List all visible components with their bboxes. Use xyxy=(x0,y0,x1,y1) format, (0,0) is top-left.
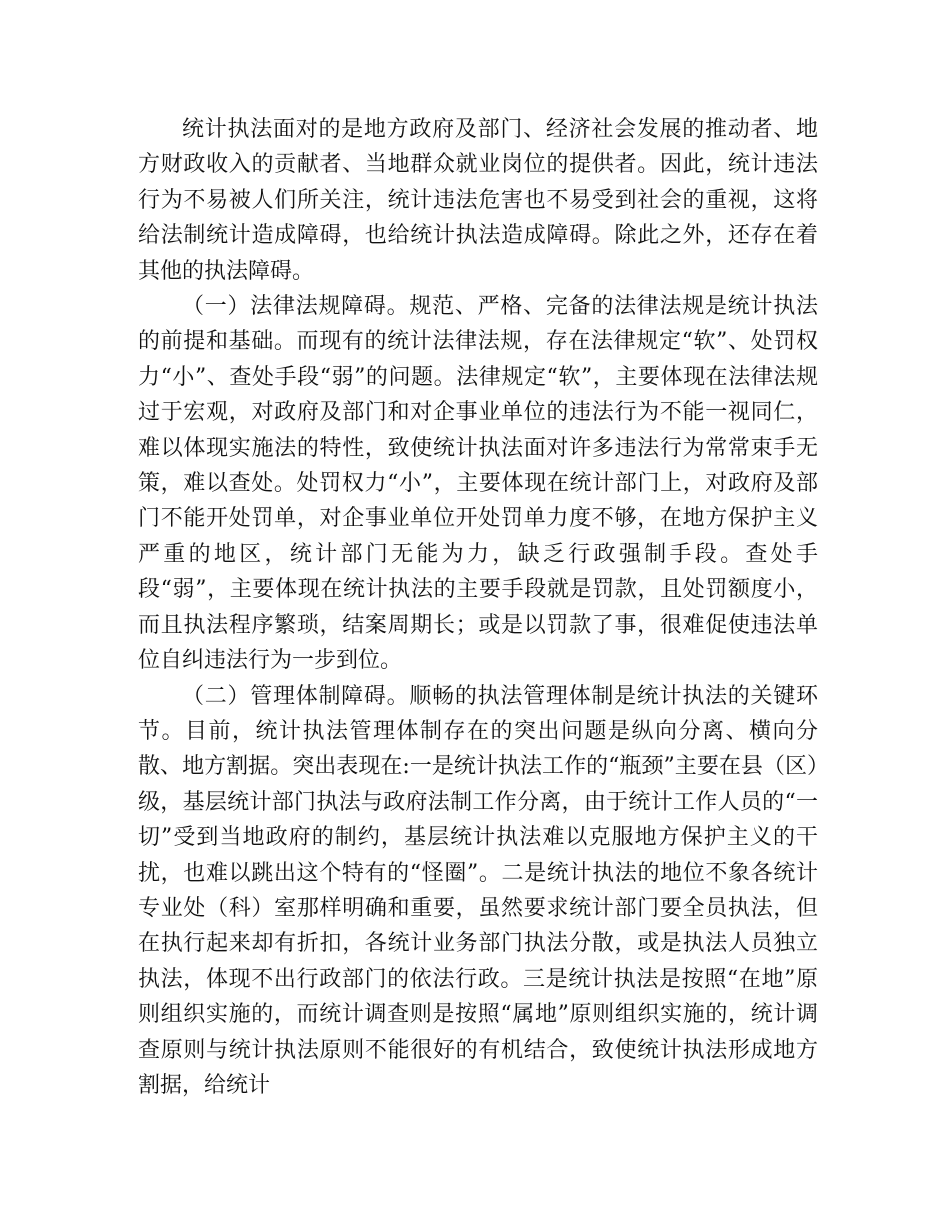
paragraph-legal-barriers: （一）法律法规障碍。规范、严格、完备的法律法规是统计执法的前提和基础。而现有的统计法律法规，存在法律规定“软”、处罚权力“小”、查处手段“弱”的问题。法律规定“软”，主要体现在法律法规过于宏观，对政府及部门和对企事业单位的违法行为不能一视同仁，难以体现实施法的特性，致使统计执法面对许多违法行为常常束手无策，难以查处。处罚权力“小”，主要体现在统计部门上，对政府及部门不能开处罚单，对企事业单位开处罚单力度不够，在地方保护主义严重的地区，统计部门无能为力，缺乏行政强制手段。查处手段“弱”，主要体现在统计执法的主要手段就是罚款，且处罚额度小，而且执法程序繁琐，结案周期长；或是以罚款了事，很难促使违法单位自纠违法行为一步到位。 xyxy=(138,294,818,674)
document-page xyxy=(138,112,818,1103)
paragraph-management-barriers: （二）管理体制障碍。顺畅的执法管理体制是统计执法的关键环节。目前，统计执法管理体制存在的突出问题是纵向分离、横向分散、地方割据。突出表现在:一是统计执法工作的“瓶颈”主要在县（区）级，基层统计部门执法与政府法制工作分离，由于统计工作人员的“一切”受到当地政府的制约，基层统计执法难以克服地方保护主义的干扰，也难以跳出这个特有的“怪圈”。二是统计执法的地位不象各统计专业处（科）室那样明确和重要，虽然要求统计部门要全员执法，但在执行起来却有折扣，各统计业务部门执法分散，或是执法人员独立执法，体现不出行政部门的依法行政。三是统计执法是按照“在地”原则组织实施的，而统计调查则是按照“属地”原则组织实施的，统计调查原则与统计执法原则不能很好的有机结合，致使统计执法形成地方割据，给统计 xyxy=(138,683,818,1098)
paragraph-intro: 统计执法面对的是地方政府及部门、经济社会发展的推动者、地方财政收入的贡献者、当地群众就业岗位的提供者。因此，统计违法行为不易被人们所关注，统计违法危害也不易受到社会的重视，这将给法制统计造成障碍，也给统计执法造成障碍。除此之外，还存在着其他的执法障碍。 xyxy=(138,117,818,284)
